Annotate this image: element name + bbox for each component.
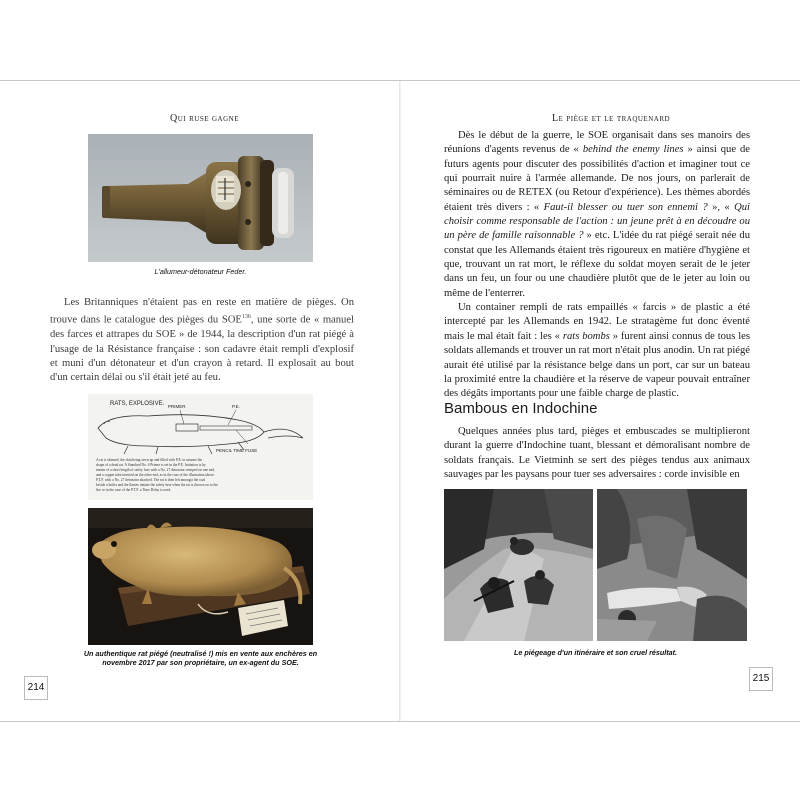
diagram-text-line: fire or in the case of the P.T.F. a Time Delay is used. <box>96 488 171 492</box>
left-paragraph-rest: , une sorte de « manuel des farces et attrapes du SOE » de 1944, la description d'un rat piégé à l'usage de la Résistance française : son cadavre était rempli d'explosif et muni d'un détonateur et d'un crayon à retard. Il explosait au bout d'un certain délai ou s'il était jeté au feu. <box>50 314 355 384</box>
right-p3-text: Quelques années plus tard, pièges et embuscades se multiplieront durant la guerre d'Indochine tuant, blessant et démoralisant nombre de soldats français. Le Vietminh se sert des pièges tendus aux animaux sauvages par les paysans pour tuer ses adversaires : corde invisible en <box>444 426 750 481</box>
right-p1-emphasis-3: Qui choisir comme responsable de l'action : un jeune prêt à en découdre ou un père de famille raisonnable ? <box>444 201 750 242</box>
right-p2-part-b: » furent ainsi connus de tous les soldats allemands et trouver un rat mort n'était plus anodin. Un rat piégé aurait été utilisé par la résistance belge dans un port, car sur un bateau la proximité entre la chaudière et la réserve de vapeur pouvait entraîner des dégâts importants pour une faible charge de plastic. <box>444 330 750 400</box>
right-paragraph-2 <box>444 301 750 401</box>
book-gutter <box>399 81 401 721</box>
diagram-fuse-label: PENCIL TIME FUSE <box>216 448 258 453</box>
left-running-head: Qui ruse gagne <box>170 113 239 124</box>
diagram-text-line: and a copper tube inserted on the other end, as in the case of the illustration above. <box>96 473 215 477</box>
right-paragraph-3 <box>444 425 750 482</box>
stuffed-rat-caption <box>78 649 323 667</box>
diagram-text-line: means of a short length of safety fuse with a No. 27 detonator crimped on one end, <box>96 468 215 472</box>
explosive-rat-diagram <box>88 394 313 500</box>
indochina-photo-caption: Le piégeage d'un itinéraire et son cruel résultat. <box>513 648 678 657</box>
right-p1-part-b: » ainsi que de futurs agents pour discuter des possibilités d'action et imaginer tout ce qui pourrait nuire à l'armée allemande. De nos jours, on parlerait de séminaires ou de RETEX (ou Retour d'expérience). Les thèmes abordés étaient très divers : « <box>444 144 750 213</box>
right-p1-emphasis-1: behind the enemy lines <box>582 144 684 156</box>
right-p2-part-a: Un container rempli de rats empaillés « farcis » de plastic a été intercepté par les Allemands en 1942. Le stratagème fut donc éventé mais le mal était fait : les « <box>444 302 750 342</box>
diagram-text-line: beside a boiler and the flames initiate the safety fuse when the rat is thrown on to the <box>96 483 218 487</box>
stuffed-rat-caption-line1: Un authentique rat piégé (neutralisé !) mis en vente aux enchères en <box>83 649 318 658</box>
left-body-paragraph <box>50 296 354 386</box>
right-p1-emphasis-2: Faut-il blesser ou tuer son ennemi ? <box>543 201 708 213</box>
diagram-text-block <box>96 458 308 493</box>
diagram-text-line: shape of a dead rat. A Standard No. 6 Primer is set in the P.E. Initiation is by <box>96 463 206 467</box>
diagram-text-line: P.T.F. with a No. 27 detonator attached. The rat is then left amongst the coal <box>96 478 206 482</box>
right-top-text <box>444 129 750 402</box>
stuffed-rat-caption-line2: novembre 2017 par son propriétaire, un ex-agent du SOE. <box>102 658 299 667</box>
right-page-number: 215 <box>749 667 773 691</box>
wounded-soldier-photo <box>597 489 747 641</box>
footnote-ref: 136 <box>241 314 251 321</box>
diagram-text-line: A rat is skinned, the skin being sewn up and filled with P.E. to assume the <box>96 458 203 462</box>
diagram-title: RATS, EXPLOSIVE. <box>110 401 165 407</box>
igniter-photo <box>88 134 313 262</box>
diagram-primer-label: PRIMER <box>168 404 186 409</box>
igniter-caption: L'allumeur-détonateur Feder. <box>154 267 247 276</box>
left-page-number: 214 <box>24 676 48 700</box>
right-paragraph-1 <box>444 129 750 301</box>
section-heading: Bambous en Indochine <box>444 400 598 417</box>
trail-trapping-photo <box>444 489 593 641</box>
right-p1-part-c: », « <box>707 201 735 213</box>
diagram-pe-label: P.E. <box>232 404 240 409</box>
right-running-head: Le piège et le traquenard <box>552 113 671 124</box>
right-p2-emphasis: rats bombs <box>562 330 610 342</box>
right-p1-part-d: » etc. L'idée du rat piégé serait née du constat que les Allemands étaient très rigoureux en matière d'hygiène et que, trouvant un rat mort, le réflexe du soldat moyen serait de le jeter dans un feu, un four ou une chaudière plutôt que de le jeter au loin ou même de l'enterrer. <box>444 230 750 299</box>
stuffed-rat-photo <box>88 508 313 645</box>
left-paragraph-lead: Les Britanniques n'étaient pas en reste en matière de pièges. On trouve dans le catalogue des pièges du SOE <box>50 297 354 326</box>
right-p1-part-a: Dès le début de la guerre, le SOE organisait dans ses manoirs des réunions d'agents revenus de « <box>444 130 750 156</box>
